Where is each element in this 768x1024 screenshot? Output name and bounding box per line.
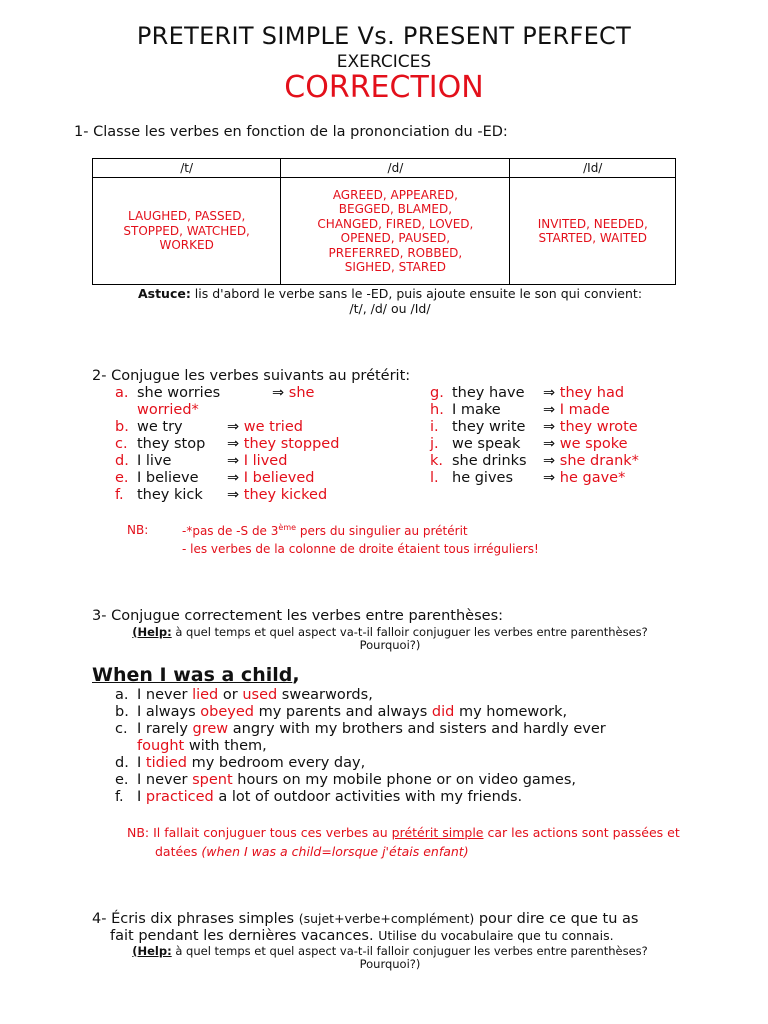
cell-line: WORKED xyxy=(159,238,214,253)
item-answer: we tried xyxy=(243,419,303,435)
table-header-t: /t/ xyxy=(93,159,281,178)
list-item xyxy=(115,453,287,470)
item-letter: a. xyxy=(115,687,129,703)
page-subtitle: EXERCICES xyxy=(336,52,432,72)
list-item xyxy=(430,402,610,419)
item-answer: we spoke xyxy=(559,436,628,452)
nb-underlined: prétérit simple xyxy=(391,825,484,840)
q4-small: Utilise du vocabulaire que tu connais. xyxy=(378,928,614,943)
list-item xyxy=(430,470,625,487)
item-verb: they have xyxy=(452,385,525,401)
table-cell-id xyxy=(510,178,676,285)
table-header-row xyxy=(93,159,676,178)
nb-note-1 xyxy=(182,523,468,538)
answer: used xyxy=(242,687,278,703)
list-item xyxy=(115,755,365,772)
nb-italic: (when I was a child=lorsque j'étais enfant) xyxy=(201,844,469,859)
arrow-icon: ⇒ xyxy=(272,385,285,401)
item-letter: a. xyxy=(115,385,129,401)
text: I never xyxy=(137,687,193,703)
pronunciation-table xyxy=(92,158,676,285)
text: I xyxy=(137,755,146,771)
item-verb: I believe xyxy=(137,470,199,486)
cell-line: SIGHED, STARED xyxy=(344,260,447,274)
astuce-tip xyxy=(100,286,680,316)
item-verb: I live xyxy=(137,453,172,469)
arrow-icon: ⇒ xyxy=(227,453,240,469)
text: hours on my mobile phone or on video games, xyxy=(232,772,577,788)
question-2: 2- Conjugue les verbes suivants au prétérit: xyxy=(92,368,411,384)
list-item xyxy=(115,704,567,721)
item-answer: they wrote xyxy=(559,419,638,435)
item-letter: f. xyxy=(115,487,124,503)
heading-comma: , xyxy=(292,664,300,686)
arrow-icon: ⇒ xyxy=(227,470,240,486)
answer: did xyxy=(431,704,455,720)
cell-line: STOPPED, WATCHED, xyxy=(123,223,250,238)
arrow-icon: ⇒ xyxy=(543,470,556,486)
item-letter: b. xyxy=(115,419,129,435)
nb-text: car les actions sont passées et xyxy=(483,825,680,840)
cell-line: PREFERRED, ROBBED, xyxy=(328,245,463,260)
item-letter: l. xyxy=(430,470,439,486)
item-answer: I lived xyxy=(243,453,288,469)
item-letter: c. xyxy=(115,721,128,737)
help-label: (Help: xyxy=(132,944,172,958)
table-row xyxy=(93,178,676,285)
question-4 xyxy=(92,911,638,927)
answer: practiced xyxy=(145,789,214,805)
item-letter: d. xyxy=(115,755,129,771)
text: my bedroom every day, xyxy=(186,755,366,771)
item-verb: they stop xyxy=(137,436,206,452)
item-verb: I make xyxy=(452,402,501,418)
help-note-4 xyxy=(100,945,680,971)
nb-note-3 xyxy=(127,825,680,840)
item-answer: he gave* xyxy=(559,470,626,486)
list-item xyxy=(430,453,639,470)
help-label: (Help: xyxy=(132,625,172,639)
item-verb: we speak xyxy=(452,436,521,452)
item-verb: they write xyxy=(452,419,526,435)
item-verb: she drinks xyxy=(452,453,527,469)
item-answer: she xyxy=(288,385,315,401)
list-item xyxy=(115,789,522,806)
item-answer-continued: worried* xyxy=(137,402,199,418)
q4-text: 4- Écris dix phrases simples xyxy=(92,911,299,927)
answer: fought xyxy=(137,738,185,754)
table-cell-d xyxy=(281,178,510,285)
list-item xyxy=(115,738,267,755)
q4-small: (sujet+verbe+complément) xyxy=(298,911,475,926)
text: my parents and always xyxy=(254,704,432,720)
nb-note-1-sup: ème xyxy=(278,523,297,532)
item-letter: e. xyxy=(115,772,129,788)
item-letter: f. xyxy=(115,789,124,805)
table-cell-t xyxy=(93,178,281,285)
list-item xyxy=(115,721,606,738)
heading-text: When I was a child xyxy=(92,664,293,686)
table-header-id: /Id/ xyxy=(510,159,676,178)
correction-heading: CORRECTION xyxy=(284,70,484,105)
item-letter: g. xyxy=(430,385,444,401)
item-letter: e. xyxy=(115,470,129,486)
help-line2: Pourquoi?) xyxy=(359,638,421,652)
item-letter: i. xyxy=(430,419,439,435)
cell-line: CHANGED, FIRED, LOVED, xyxy=(317,216,474,231)
table-header-d: /d/ xyxy=(281,159,510,178)
arrow-icon: ⇒ xyxy=(227,419,240,435)
text: I always xyxy=(137,704,201,720)
q4-text: pour dire ce que tu as xyxy=(474,911,639,927)
page-title: PRETERIT SIMPLE Vs. PRESENT PERFECT xyxy=(136,22,632,50)
item-letter: d. xyxy=(115,453,129,469)
arrow-icon: ⇒ xyxy=(543,385,556,401)
list-item xyxy=(115,470,314,487)
arrow-icon: ⇒ xyxy=(543,436,556,452)
nb-text: datées xyxy=(155,844,202,859)
item-letter: k. xyxy=(430,453,444,469)
nb-note-1-text: -*pas de -S de 3 xyxy=(182,524,279,538)
item-verb: she worries xyxy=(137,385,221,401)
help-text: à quel temps et quel aspect va-t-il falloir conjuguer les verbes entre parenthèses? xyxy=(171,625,648,639)
item-letter: b. xyxy=(115,704,129,720)
item-answer: they stopped xyxy=(243,436,340,452)
list-item xyxy=(430,419,638,436)
cell-line: BEGGED, BLAMED, xyxy=(338,202,453,216)
nb-note-3-line2 xyxy=(155,844,469,859)
item-answer: they kicked xyxy=(243,487,328,503)
astuce-text: lis d'abord le verbe sans le -ED, puis ajoute ensuite le son qui convient: xyxy=(190,286,643,301)
question-4-line2 xyxy=(110,928,614,944)
question-3: 3- Conjugue correctement les verbes entre parenthèses: xyxy=(92,608,504,624)
cell-line: OPENED, PAUSED, xyxy=(340,231,451,245)
list-item xyxy=(115,772,576,789)
text: I never xyxy=(137,772,193,788)
answer: obeyed xyxy=(200,704,254,720)
nb-text: NB: Il fallait conjuguer tous ces verbes au xyxy=(127,825,392,840)
item-answer: they had xyxy=(559,385,625,401)
arrow-icon: ⇒ xyxy=(227,436,240,452)
text: angry with my brothers and sisters and hardly ever xyxy=(228,721,606,737)
list-item xyxy=(115,687,373,704)
help-text: à quel temps et quel aspect va-t-il falloir conjuguer les verbes entre parenthèses? xyxy=(171,944,648,958)
question-1: 1- Classe les verbes en fonction de la prononciation du -ED: xyxy=(74,124,508,140)
answer: tidied xyxy=(145,755,187,771)
item-answer: I made xyxy=(559,402,610,418)
answer: grew xyxy=(192,721,229,737)
list-item xyxy=(430,436,628,453)
answer: lied xyxy=(192,687,219,703)
arrow-icon: ⇒ xyxy=(227,487,240,503)
text: my homework, xyxy=(454,704,568,720)
astuce-label: Astuce: xyxy=(137,286,191,301)
arrow-icon: ⇒ xyxy=(543,419,556,435)
item-verb: we try xyxy=(137,419,183,435)
answer: spent xyxy=(192,772,233,788)
nb-note-1-post: pers du singulier au prétérit xyxy=(296,524,468,538)
cell-line: STARTED, WAITED xyxy=(538,231,648,245)
text: or xyxy=(218,687,243,703)
text: I rarely xyxy=(137,721,193,737)
cell-line: AGREED, APPEARED, xyxy=(332,187,458,202)
astuce-line2: /t/, /d/ ou /Id/ xyxy=(349,301,431,316)
section-heading xyxy=(92,664,300,686)
nb-label: NB: xyxy=(127,523,149,537)
nb-note-2: - les verbes de la colonne de droite étaient tous irréguliers! xyxy=(182,542,539,556)
cell-line: LAUGHED, PASSED, xyxy=(128,209,246,224)
item-verb: they kick xyxy=(137,487,203,503)
item-answer: I believed xyxy=(243,470,315,486)
item-letter: j. xyxy=(430,436,439,452)
list-item xyxy=(430,385,624,402)
help-line2: Pourquoi?) xyxy=(359,957,421,971)
item-letter: h. xyxy=(430,402,444,418)
q4-text: fait pendant les dernières vacances. xyxy=(110,928,379,944)
text: with them, xyxy=(184,738,267,754)
item-verb: he gives xyxy=(452,470,514,486)
item-answer: she drank* xyxy=(559,453,639,469)
list-item xyxy=(115,419,303,436)
text: I xyxy=(137,789,146,805)
list-item xyxy=(115,487,327,504)
text: swearwords, xyxy=(277,687,373,703)
list-item xyxy=(115,436,339,453)
arrow-icon: ⇒ xyxy=(543,453,556,469)
list-item xyxy=(115,385,314,402)
arrow-icon: ⇒ xyxy=(543,402,556,418)
item-letter: c. xyxy=(115,436,128,452)
help-note xyxy=(100,626,680,652)
cell-line: INVITED, NEEDED, xyxy=(537,216,648,231)
text: a lot of outdoor activities with my friends. xyxy=(213,789,523,805)
